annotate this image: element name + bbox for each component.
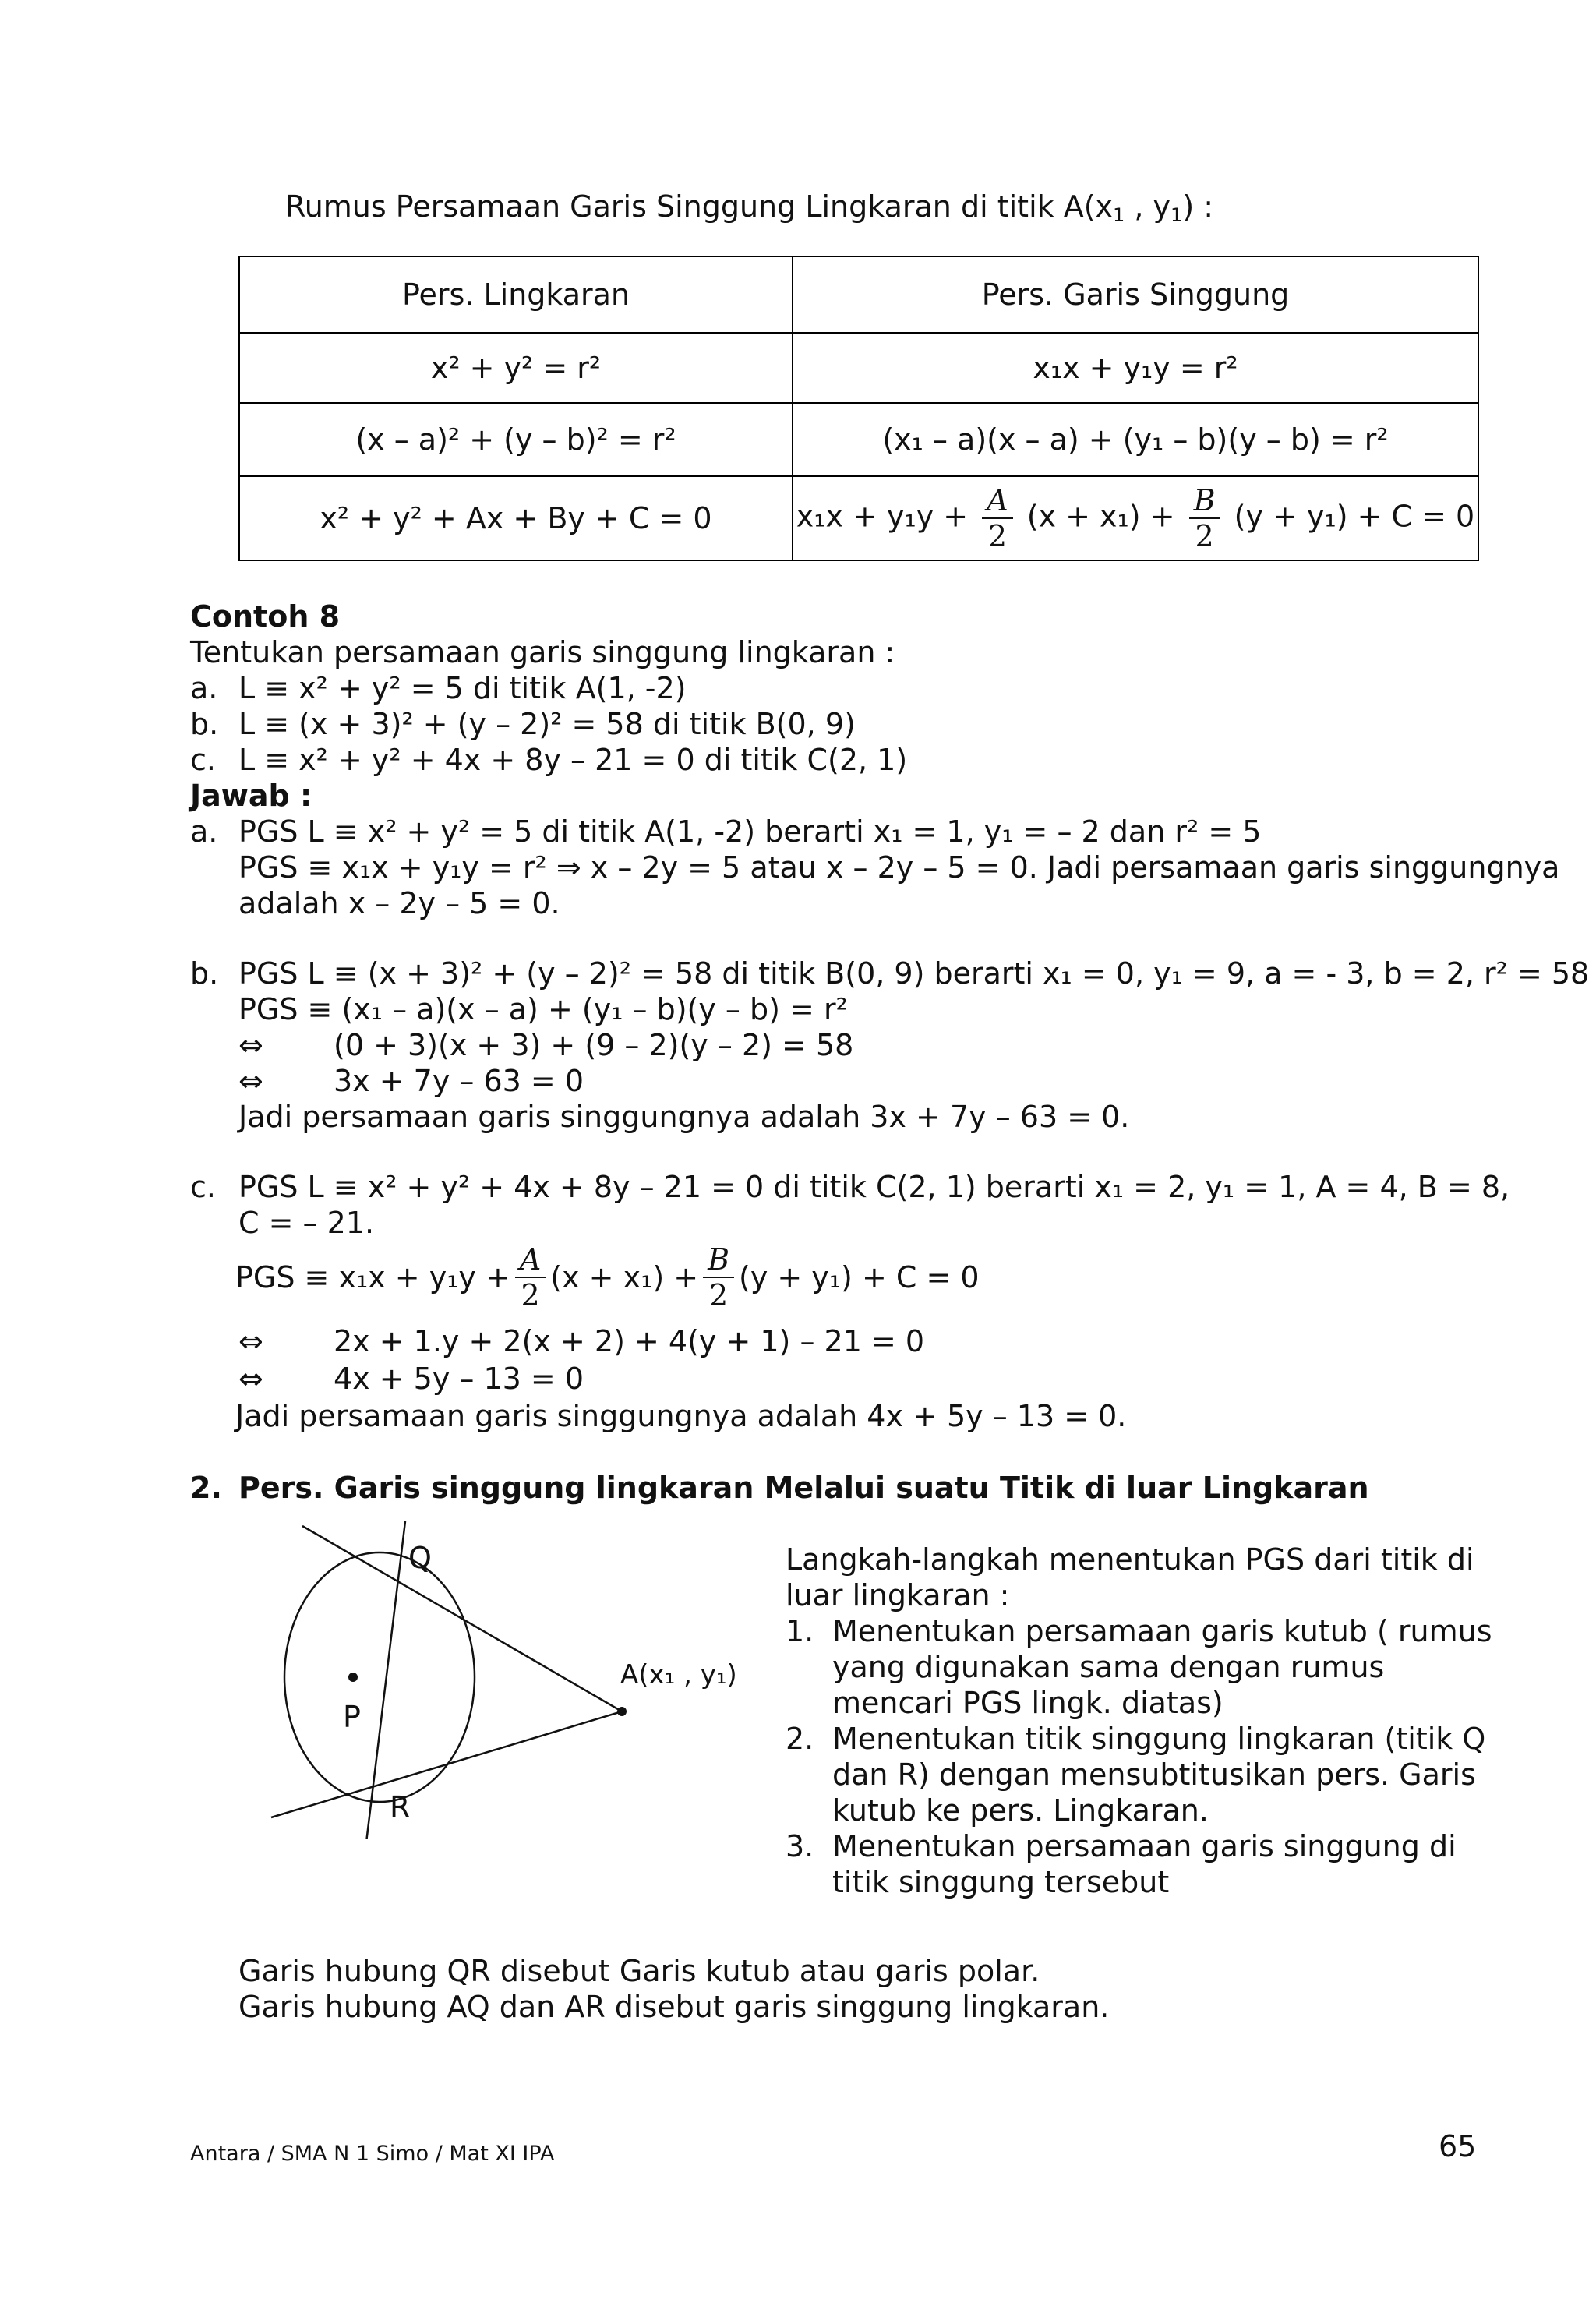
step-text: 2x + 1.y + 2(x + 2) + 4(y + 1) – 21 = 0 — [334, 1324, 925, 1358]
formula-part-c: (y + y₁) + C = 0 — [739, 1260, 980, 1295]
answer-c-formula — [235, 1242, 980, 1312]
row3-part-a: x₁x + y₁y + — [796, 499, 969, 534]
frac-den: 2 — [987, 519, 1008, 553]
step-3-line-1: Menentukan persamaan garis singgung di — [832, 1829, 1457, 1863]
answer-c-line-2: C = – 21. — [238, 1206, 375, 1240]
intro-sub-x: 1 — [1113, 204, 1125, 226]
answer-b-conclusion: Jadi persamaan garis singgungnya adalah 3x + 7y – 63 = 0. — [238, 1100, 1130, 1134]
page-number: 65 — [1439, 2129, 1477, 2163]
formula-part-a: PGS ≡ x₁x + y₁y + — [235, 1260, 510, 1295]
step-1-line-3: mencari PGS lingk. diatas) — [832, 1686, 1223, 1720]
frac-num-a: A — [982, 483, 1012, 519]
table-row — [239, 403, 1478, 476]
row3-part-b: (x + x₁) + — [1026, 499, 1175, 534]
step-3-line-2: titik singgung tersebut — [832, 1865, 1170, 1899]
equiv-icon: ⇔ — [238, 1362, 263, 1396]
answer-c-step-2 — [238, 1361, 584, 1397]
tangent-line-aq — [302, 1526, 622, 1711]
frac-den: 2 — [708, 1278, 729, 1312]
step-text: 3x + 7y – 63 = 0 — [334, 1064, 584, 1098]
step-text: 4x + 5y – 13 = 0 — [334, 1362, 584, 1396]
note-polar-line: Garis hubung QR disebut Garis kutub atau garis polar. — [238, 1954, 1040, 1988]
example-item-a — [190, 670, 687, 706]
steps-intro-2: luar lingkaran : — [786, 1578, 1010, 1612]
answer-b-step-2 — [238, 1063, 584, 1099]
equiv-icon: ⇔ — [238, 1324, 263, 1358]
frac-den: 2 — [1195, 519, 1214, 553]
step-2-line-3: kutub ke pers. Lingkaran. — [832, 1793, 1209, 1828]
frac-den: 2 — [521, 1278, 540, 1312]
fraction-b-over-2 — [703, 1242, 734, 1312]
frac-num-b: B — [1189, 483, 1220, 519]
frac-num-a: A — [515, 1242, 546, 1278]
note-tangent-lines: Garis hubung AQ dan AR disebut garis singgung lingkaran. — [238, 1990, 1110, 2024]
step-1-line-2: yang digunakan sama dengan rumus — [832, 1650, 1385, 1684]
step-2-line-2: dan R) dengan mensubtitusikan pers. Garis — [832, 1757, 1476, 1792]
answer-b-step-1 — [238, 1027, 853, 1063]
answer-b-line-1: PGS L ≡ (x + 3)² + (y – 2)² = 58 di titik B(0, 9) berarti x₁ = 0, y₁ = 9, a = - 3, b = 2, r² = 58 — [238, 956, 1590, 991]
step-2-line-1: Menentukan titik singgung lingkaran (titik Q — [832, 1722, 1486, 1756]
item-text: L ≡ x² + y² = 5 di titik A(1, -2) — [238, 671, 687, 705]
header-circle: Pers. Lingkaran — [239, 256, 793, 333]
intro-sub-y: 1 — [1171, 204, 1183, 226]
step-1-line-1: Menentukan persamaan garis kutub ( rumus — [832, 1614, 1492, 1648]
answer-c-label: c. — [190, 1170, 216, 1204]
answer-b-line-2: PGS ≡ (x₁ – a)(x – a) + (y₁ – b)(y – b) = r² — [238, 992, 848, 1026]
item-text: L ≡ (x + 3)² + (y – 2)² = 58 di titik B(0, 9) — [238, 707, 856, 741]
row1-tangent: x₁x + y₁y = r² — [793, 333, 1478, 403]
step-text: (0 + 3)(x + 3) + (9 – 2)(y – 2) = 58 — [334, 1028, 854, 1062]
center-dot — [348, 1673, 358, 1682]
tangent-diagram — [234, 1512, 857, 1839]
answer-a-line-3: adalah x – 2y – 5 = 0. — [238, 886, 560, 920]
point-a-dot — [617, 1707, 627, 1716]
row3-tangent — [793, 476, 1478, 560]
answer-a-label: a. — [190, 814, 218, 849]
fraction-a-over-2 — [982, 483, 1012, 553]
fraction-b-over-2 — [1189, 483, 1220, 553]
item-label: a. — [190, 671, 218, 705]
item-label: c. — [190, 743, 216, 777]
intro-line — [285, 189, 1213, 224]
frac-num-b: B — [703, 1242, 734, 1278]
intro-text: Rumus Persamaan Garis Singgung Lingkaran di titik A(x — [285, 189, 1114, 224]
intro-end: ) : — [1182, 189, 1214, 224]
answer-a-line-2: PGS ≡ x₁x + y₁y = r² ⇒ x – 2y = 5 atau x – 2y – 5 = 0. Jadi persamaan garis singgungnya — [238, 850, 1560, 885]
answer-a-line-1: PGS L ≡ x² + y² = 5 di titik A(1, -2) berarti x₁ = 1, y₁ = – 2 dan r² = 5 — [238, 814, 1262, 849]
answer-title: Jawab : — [190, 779, 312, 813]
label-r: R — [390, 1790, 411, 1824]
example-item-c — [190, 742, 907, 778]
equiv-icon: ⇔ — [238, 1028, 263, 1062]
formula-part-b: (x + x₁) + — [550, 1260, 699, 1295]
example-title: Contoh 8 — [190, 599, 341, 634]
step-3-num: 3. — [786, 1829, 814, 1863]
intro-tail: , y — [1125, 189, 1171, 224]
answer-c-line-1: PGS L ≡ x² + y² + 4x + 8y – 21 = 0 di titik C(2, 1) berarti x₁ = 2, y₁ = 1, A = 4, B = 8, — [238, 1170, 1510, 1204]
formula-table — [238, 256, 1479, 561]
row3-circle: x² + y² + Ax + By + C = 0 — [239, 476, 793, 560]
equiv-icon: ⇔ — [238, 1064, 263, 1098]
item-label: b. — [190, 707, 219, 741]
table-row — [239, 333, 1478, 403]
section-2-title: Pers. Garis singgung lingkaran Melalui suatu Titik di luar Lingkaran — [238, 1471, 1369, 1505]
header-tangent: Pers. Garis Singgung — [793, 256, 1478, 333]
table-header-row — [239, 256, 1478, 333]
fraction-a-over-2 — [515, 1242, 546, 1312]
section-2-number: 2. — [190, 1471, 222, 1505]
row1-circle: x² + y² = r² — [239, 333, 793, 403]
example-item-b — [190, 706, 856, 742]
answer-c-conclusion: Jadi persamaan garis singgungnya adalah 4x + 5y – 13 = 0. — [235, 1399, 1127, 1433]
steps-intro-1: Langkah-langkah menentukan PGS dari titik di — [786, 1542, 1474, 1577]
row2-circle: (x – a)² + (y – b)² = r² — [239, 403, 793, 476]
table-row — [239, 476, 1478, 560]
row3-part-c: (y + y₁) + C = 0 — [1234, 499, 1475, 534]
label-q: Q — [408, 1541, 432, 1575]
answer-c-step-1 — [238, 1323, 924, 1359]
row2-tangent: (x₁ – a)(x – a) + (y₁ – b)(y – b) = r² — [793, 403, 1478, 476]
example-question: Tentukan persamaan garis singgung lingkaran : — [190, 635, 895, 669]
step-2-num: 2. — [786, 1722, 814, 1756]
label-p: P — [343, 1700, 361, 1734]
answer-b-label: b. — [190, 956, 219, 991]
tangent-line-ar — [271, 1711, 622, 1817]
label-a: A(x₁ , y₁) — [620, 1659, 737, 1690]
footer-source: Antara / SMA N 1 Simo / Mat XI IPA — [190, 2142, 555, 2166]
step-1-num: 1. — [786, 1614, 814, 1648]
item-text: L ≡ x² + y² + 4x + 8y – 21 = 0 di titik C(2, 1) — [238, 743, 908, 777]
